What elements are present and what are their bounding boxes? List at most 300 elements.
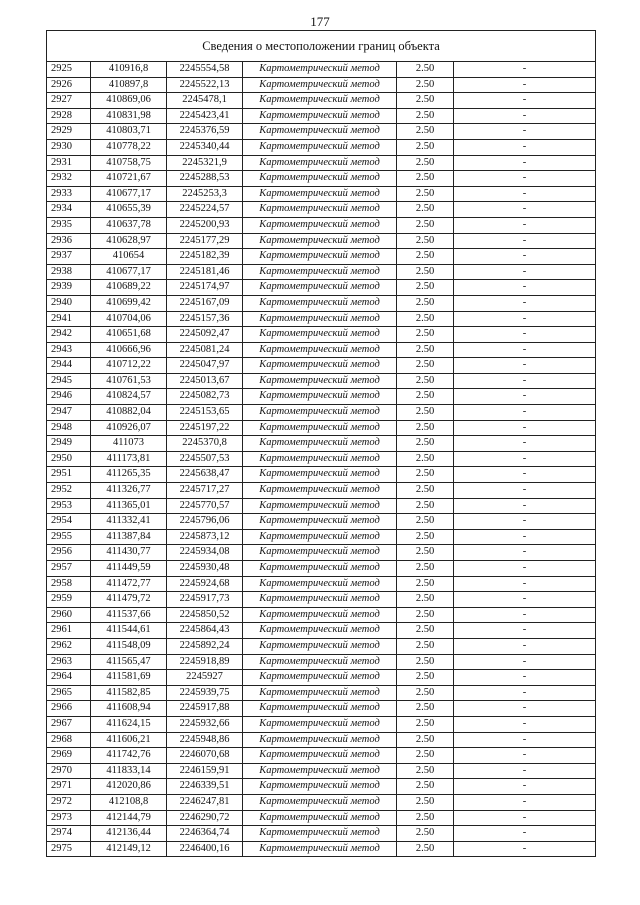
y-coordinate-cell: 2245918,89 — [167, 654, 243, 670]
method-cell: Картометрический метод — [243, 810, 397, 826]
x-coordinate-cell: 412136,44 — [91, 826, 167, 842]
x-coordinate-cell: 411365,01 — [91, 498, 167, 514]
accuracy-cell: 2.50 — [397, 420, 454, 436]
x-coordinate-cell: 410666,96 — [91, 342, 167, 358]
point-number-cell: 2931 — [47, 155, 91, 171]
table-row — [47, 436, 596, 452]
accuracy-cell: 2.50 — [397, 124, 454, 140]
y-coordinate-cell: 2245182,39 — [167, 249, 243, 265]
description-cell: - — [454, 405, 596, 421]
point-number-cell: 2968 — [47, 732, 91, 748]
description-cell: - — [454, 139, 596, 155]
table-row — [47, 62, 596, 78]
accuracy-cell: 2.50 — [397, 467, 454, 483]
description-cell: - — [454, 841, 596, 857]
accuracy-cell: 2.50 — [397, 529, 454, 545]
method-cell: Картометрический метод — [243, 467, 397, 483]
y-coordinate-cell: 2245174,97 — [167, 280, 243, 296]
accuracy-cell: 2.50 — [397, 405, 454, 421]
method-cell: Картометрический метод — [243, 701, 397, 717]
x-coordinate-cell: 412144,79 — [91, 810, 167, 826]
table-row — [47, 420, 596, 436]
point-number-cell: 2929 — [47, 124, 91, 140]
point-number-cell: 2972 — [47, 794, 91, 810]
y-coordinate-cell: 2245948,86 — [167, 732, 243, 748]
method-cell: Картометрический метод — [243, 779, 397, 795]
description-cell: - — [454, 670, 596, 686]
method-cell: Картометрический метод — [243, 670, 397, 686]
method-cell: Картометрический метод — [243, 249, 397, 265]
y-coordinate-cell: 2245340,44 — [167, 139, 243, 155]
description-cell: - — [454, 93, 596, 109]
accuracy-cell: 2.50 — [397, 483, 454, 499]
description-cell: - — [454, 342, 596, 358]
x-coordinate-cell: 410712,22 — [91, 358, 167, 374]
method-cell: Картометрический метод — [243, 108, 397, 124]
point-number-cell: 2953 — [47, 498, 91, 514]
x-coordinate-cell: 410761,53 — [91, 373, 167, 389]
description-cell: - — [454, 826, 596, 842]
description-cell: - — [454, 607, 596, 623]
table-row — [47, 389, 596, 405]
accuracy-cell: 2.50 — [397, 186, 454, 202]
method-cell: Картометрический метод — [243, 638, 397, 654]
y-coordinate-cell: 2246070,68 — [167, 748, 243, 764]
y-coordinate-cell: 2245930,48 — [167, 561, 243, 577]
accuracy-cell: 2.50 — [397, 155, 454, 171]
table-row — [47, 139, 596, 155]
method-cell: Картометрический метод — [243, 545, 397, 561]
method-cell: Картометрический метод — [243, 436, 397, 452]
method-cell: Картометрический метод — [243, 826, 397, 842]
x-coordinate-cell: 411332,41 — [91, 514, 167, 530]
y-coordinate-cell: 2245850,52 — [167, 607, 243, 623]
point-number-cell: 2948 — [47, 420, 91, 436]
point-number-cell: 2934 — [47, 202, 91, 218]
method-cell: Картометрический метод — [243, 685, 397, 701]
description-cell: - — [454, 62, 596, 78]
description-cell: - — [454, 202, 596, 218]
x-coordinate-cell: 410803,71 — [91, 124, 167, 140]
description-cell: - — [454, 794, 596, 810]
description-cell: - — [454, 249, 596, 265]
y-coordinate-cell: 2245932,66 — [167, 716, 243, 732]
method-cell: Картометрический метод — [243, 794, 397, 810]
point-number-cell: 2971 — [47, 779, 91, 795]
table-row — [47, 748, 596, 764]
accuracy-cell: 2.50 — [397, 436, 454, 452]
point-number-cell: 2935 — [47, 217, 91, 233]
table-row — [47, 217, 596, 233]
x-coordinate-cell: 410704,06 — [91, 311, 167, 327]
table-row — [47, 561, 596, 577]
y-coordinate-cell: 2245864,43 — [167, 623, 243, 639]
accuracy-cell: 2.50 — [397, 342, 454, 358]
table-row — [47, 233, 596, 249]
x-coordinate-cell: 410778,22 — [91, 139, 167, 155]
description-cell: - — [454, 685, 596, 701]
table-row — [47, 124, 596, 140]
x-coordinate-cell: 411544,61 — [91, 623, 167, 639]
x-coordinate-cell: 411387,84 — [91, 529, 167, 545]
point-number-cell: 2975 — [47, 841, 91, 857]
table-row — [47, 358, 596, 374]
y-coordinate-cell: 2245013,67 — [167, 373, 243, 389]
x-coordinate-cell: 410869,06 — [91, 93, 167, 109]
x-coordinate-cell: 411624,15 — [91, 716, 167, 732]
accuracy-cell: 2.50 — [397, 264, 454, 280]
y-coordinate-cell: 2245507,53 — [167, 451, 243, 467]
y-coordinate-cell: 2245717,27 — [167, 483, 243, 499]
x-coordinate-cell: 410831,98 — [91, 108, 167, 124]
description-cell: - — [454, 389, 596, 405]
table-row — [47, 545, 596, 561]
table-row — [47, 794, 596, 810]
x-coordinate-cell: 410677,17 — [91, 186, 167, 202]
method-cell: Картометрический метод — [243, 62, 397, 78]
description-cell: - — [454, 77, 596, 93]
point-number-cell: 2963 — [47, 654, 91, 670]
x-coordinate-cell: 410637,78 — [91, 217, 167, 233]
description-cell: - — [454, 732, 596, 748]
x-coordinate-cell: 411742,76 — [91, 748, 167, 764]
accuracy-cell: 2.50 — [397, 498, 454, 514]
accuracy-cell: 2.50 — [397, 233, 454, 249]
table-row — [47, 280, 596, 296]
point-number-cell: 2946 — [47, 389, 91, 405]
description-cell: - — [454, 186, 596, 202]
x-coordinate-cell: 411581,69 — [91, 670, 167, 686]
y-coordinate-cell: 2245927 — [167, 670, 243, 686]
point-number-cell: 2936 — [47, 233, 91, 249]
table-row — [47, 108, 596, 124]
description-cell: - — [454, 592, 596, 608]
method-cell: Картометрический метод — [243, 623, 397, 639]
method-cell: Картометрический метод — [243, 264, 397, 280]
table-row — [47, 451, 596, 467]
x-coordinate-cell: 411173,81 — [91, 451, 167, 467]
point-number-cell: 2962 — [47, 638, 91, 654]
accuracy-cell: 2.50 — [397, 763, 454, 779]
table-row — [47, 607, 596, 623]
point-number-cell: 2974 — [47, 826, 91, 842]
x-coordinate-cell: 410916,8 — [91, 62, 167, 78]
point-number-cell: 2944 — [47, 358, 91, 374]
point-number-cell: 2961 — [47, 623, 91, 639]
method-cell: Картометрический метод — [243, 514, 397, 530]
point-number-cell: 2925 — [47, 62, 91, 78]
x-coordinate-cell: 411565,47 — [91, 654, 167, 670]
x-coordinate-cell: 412108,8 — [91, 794, 167, 810]
accuracy-cell: 2.50 — [397, 62, 454, 78]
point-number-cell: 2969 — [47, 748, 91, 764]
point-number-cell: 2930 — [47, 139, 91, 155]
accuracy-cell: 2.50 — [397, 638, 454, 654]
x-coordinate-cell: 410689,22 — [91, 280, 167, 296]
accuracy-cell: 2.50 — [397, 311, 454, 327]
y-coordinate-cell: 2245423,41 — [167, 108, 243, 124]
table-row — [47, 779, 596, 795]
accuracy-cell: 2.50 — [397, 327, 454, 343]
point-number-cell: 2954 — [47, 514, 91, 530]
table-row — [47, 483, 596, 499]
table-row — [47, 841, 596, 857]
y-coordinate-cell: 2246159,91 — [167, 763, 243, 779]
description-cell: - — [454, 623, 596, 639]
point-number-cell: 2966 — [47, 701, 91, 717]
accuracy-cell: 2.50 — [397, 217, 454, 233]
x-coordinate-cell: 411608,94 — [91, 701, 167, 717]
description-cell: - — [454, 264, 596, 280]
method-cell: Картометрический метод — [243, 748, 397, 764]
y-coordinate-cell: 2245892,24 — [167, 638, 243, 654]
method-cell: Картометрический метод — [243, 202, 397, 218]
table-row — [47, 529, 596, 545]
method-cell: Картометрический метод — [243, 311, 397, 327]
accuracy-cell: 2.50 — [397, 202, 454, 218]
accuracy-cell: 2.50 — [397, 295, 454, 311]
method-cell: Картометрический метод — [243, 373, 397, 389]
point-number-cell: 2947 — [47, 405, 91, 421]
y-coordinate-cell: 2245376,59 — [167, 124, 243, 140]
accuracy-cell: 2.50 — [397, 701, 454, 717]
method-cell: Картометрический метод — [243, 389, 397, 405]
accuracy-cell: 2.50 — [397, 373, 454, 389]
x-coordinate-cell: 410655,39 — [91, 202, 167, 218]
description-cell: - — [454, 716, 596, 732]
x-coordinate-cell: 410721,67 — [91, 171, 167, 187]
table-row — [47, 810, 596, 826]
y-coordinate-cell: 2245939,75 — [167, 685, 243, 701]
point-number-cell: 2956 — [47, 545, 91, 561]
method-cell: Картометрический метод — [243, 77, 397, 93]
description-cell: - — [454, 358, 596, 374]
y-coordinate-cell: 2245917,88 — [167, 701, 243, 717]
x-coordinate-cell: 410651,68 — [91, 327, 167, 343]
x-coordinate-cell: 410926,07 — [91, 420, 167, 436]
x-coordinate-cell: 411430,77 — [91, 545, 167, 561]
accuracy-cell: 2.50 — [397, 826, 454, 842]
description-cell: - — [454, 280, 596, 296]
point-number-cell: 2964 — [47, 670, 91, 686]
y-coordinate-cell: 2245082,73 — [167, 389, 243, 405]
accuracy-cell: 2.50 — [397, 77, 454, 93]
method-cell: Картометрический метод — [243, 607, 397, 623]
point-number-cell: 2926 — [47, 77, 91, 93]
method-cell: Картометрический метод — [243, 405, 397, 421]
description-cell: - — [454, 654, 596, 670]
accuracy-cell: 2.50 — [397, 451, 454, 467]
accuracy-cell: 2.50 — [397, 545, 454, 561]
method-cell: Картометрический метод — [243, 498, 397, 514]
accuracy-cell: 2.50 — [397, 171, 454, 187]
method-cell: Картометрический метод — [243, 139, 397, 155]
x-coordinate-cell: 410677,17 — [91, 264, 167, 280]
x-coordinate-cell: 410758,75 — [91, 155, 167, 171]
method-cell: Картометрический метод — [243, 654, 397, 670]
x-coordinate-cell: 410897,8 — [91, 77, 167, 93]
y-coordinate-cell: 2245934,08 — [167, 545, 243, 561]
description-cell: - — [454, 124, 596, 140]
accuracy-cell: 2.50 — [397, 108, 454, 124]
x-coordinate-cell: 411073 — [91, 436, 167, 452]
method-cell: Картометрический метод — [243, 93, 397, 109]
x-coordinate-cell: 411833,14 — [91, 763, 167, 779]
description-cell: - — [454, 311, 596, 327]
accuracy-cell: 2.50 — [397, 139, 454, 155]
accuracy-cell: 2.50 — [397, 561, 454, 577]
table-row — [47, 592, 596, 608]
accuracy-cell: 2.50 — [397, 389, 454, 405]
x-coordinate-cell: 411582,85 — [91, 685, 167, 701]
y-coordinate-cell: 2245081,24 — [167, 342, 243, 358]
description-cell: - — [454, 748, 596, 764]
point-number-cell: 2960 — [47, 607, 91, 623]
table-row — [47, 716, 596, 732]
point-number-cell: 2959 — [47, 592, 91, 608]
table-row — [47, 77, 596, 93]
y-coordinate-cell: 2245092,47 — [167, 327, 243, 343]
point-number-cell: 2951 — [47, 467, 91, 483]
y-coordinate-cell: 2245554,58 — [167, 62, 243, 78]
method-cell: Картометрический метод — [243, 451, 397, 467]
description-cell: - — [454, 576, 596, 592]
x-coordinate-cell: 410699,42 — [91, 295, 167, 311]
x-coordinate-cell: 412020,86 — [91, 779, 167, 795]
description-cell: - — [454, 155, 596, 171]
method-cell: Картометрический метод — [243, 327, 397, 343]
y-coordinate-cell: 2245197,22 — [167, 420, 243, 436]
point-number-cell: 2970 — [47, 763, 91, 779]
point-number-cell: 2967 — [47, 716, 91, 732]
y-coordinate-cell: 2245047,97 — [167, 358, 243, 374]
table-row — [47, 514, 596, 530]
x-coordinate-cell: 412149,12 — [91, 841, 167, 857]
accuracy-cell: 2.50 — [397, 794, 454, 810]
x-coordinate-cell: 411326,77 — [91, 483, 167, 499]
method-cell: Картометрический метод — [243, 763, 397, 779]
table-row — [47, 732, 596, 748]
accuracy-cell: 2.50 — [397, 841, 454, 857]
table-row — [47, 327, 596, 343]
y-coordinate-cell: 2245924,68 — [167, 576, 243, 592]
table-row — [47, 373, 596, 389]
accuracy-cell: 2.50 — [397, 654, 454, 670]
x-coordinate-cell: 410882,04 — [91, 405, 167, 421]
description-cell: - — [454, 763, 596, 779]
description-cell: - — [454, 545, 596, 561]
table-row — [47, 93, 596, 109]
description-cell: - — [454, 529, 596, 545]
y-coordinate-cell: 2245917,73 — [167, 592, 243, 608]
x-coordinate-cell: 411537,66 — [91, 607, 167, 623]
point-number-cell: 2928 — [47, 108, 91, 124]
table-row — [47, 623, 596, 639]
description-cell: - — [454, 233, 596, 249]
description-cell: - — [454, 779, 596, 795]
table-row — [47, 171, 596, 187]
description-cell: - — [454, 810, 596, 826]
accuracy-cell: 2.50 — [397, 93, 454, 109]
accuracy-cell: 2.50 — [397, 249, 454, 265]
table-row — [47, 670, 596, 686]
description-cell: - — [454, 373, 596, 389]
y-coordinate-cell: 2246400,16 — [167, 841, 243, 857]
table-row — [47, 405, 596, 421]
y-coordinate-cell: 2245167,09 — [167, 295, 243, 311]
method-cell: Картометрический метод — [243, 171, 397, 187]
description-cell: - — [454, 295, 596, 311]
method-cell: Картометрический метод — [243, 732, 397, 748]
point-number-cell: 2943 — [47, 342, 91, 358]
description-cell: - — [454, 483, 596, 499]
method-cell: Картометрический метод — [243, 576, 397, 592]
description-cell: - — [454, 701, 596, 717]
table-row — [47, 186, 596, 202]
table-row — [47, 311, 596, 327]
y-coordinate-cell: 2245522,13 — [167, 77, 243, 93]
y-coordinate-cell: 2246339,51 — [167, 779, 243, 795]
point-number-cell: 2932 — [47, 171, 91, 187]
x-coordinate-cell: 410628,97 — [91, 233, 167, 249]
method-cell: Картометрический метод — [243, 280, 397, 296]
table-title: Сведения о местоположении границ объекта — [47, 31, 596, 62]
point-number-cell: 2945 — [47, 373, 91, 389]
y-coordinate-cell: 2245370,8 — [167, 436, 243, 452]
point-number-cell: 2942 — [47, 327, 91, 343]
method-cell: Картометрический метод — [243, 342, 397, 358]
accuracy-cell: 2.50 — [397, 358, 454, 374]
table-row — [47, 264, 596, 280]
point-number-cell: 2973 — [47, 810, 91, 826]
y-coordinate-cell: 2245873,12 — [167, 529, 243, 545]
x-coordinate-cell: 411449,59 — [91, 561, 167, 577]
method-cell: Картометрический метод — [243, 186, 397, 202]
y-coordinate-cell: 2245200,93 — [167, 217, 243, 233]
description-cell: - — [454, 514, 596, 530]
table-row — [47, 685, 596, 701]
page-number: 177 — [310, 14, 330, 29]
y-coordinate-cell: 2245224,57 — [167, 202, 243, 218]
point-number-cell: 2949 — [47, 436, 91, 452]
table-row — [47, 576, 596, 592]
description-cell: - — [454, 638, 596, 654]
table-row — [47, 202, 596, 218]
description-cell: - — [454, 467, 596, 483]
method-cell: Картометрический метод — [243, 295, 397, 311]
description-cell: - — [454, 561, 596, 577]
y-coordinate-cell: 2245478,1 — [167, 93, 243, 109]
description-cell: - — [454, 327, 596, 343]
description-cell: - — [454, 108, 596, 124]
method-cell: Картометрический метод — [243, 561, 397, 577]
method-cell: Картометрический метод — [243, 233, 397, 249]
method-cell: Картометрический метод — [243, 841, 397, 857]
table-row — [47, 249, 596, 265]
y-coordinate-cell: 2245770,57 — [167, 498, 243, 514]
y-coordinate-cell: 2245638,47 — [167, 467, 243, 483]
point-number-cell: 2939 — [47, 280, 91, 296]
description-cell: - — [454, 451, 596, 467]
table-row — [47, 295, 596, 311]
y-coordinate-cell: 2246290,72 — [167, 810, 243, 826]
y-coordinate-cell: 2245177,29 — [167, 233, 243, 249]
y-coordinate-cell: 2246247,81 — [167, 794, 243, 810]
y-coordinate-cell: 2245288,53 — [167, 171, 243, 187]
table-row — [47, 342, 596, 358]
accuracy-cell: 2.50 — [397, 514, 454, 530]
table-row — [47, 763, 596, 779]
